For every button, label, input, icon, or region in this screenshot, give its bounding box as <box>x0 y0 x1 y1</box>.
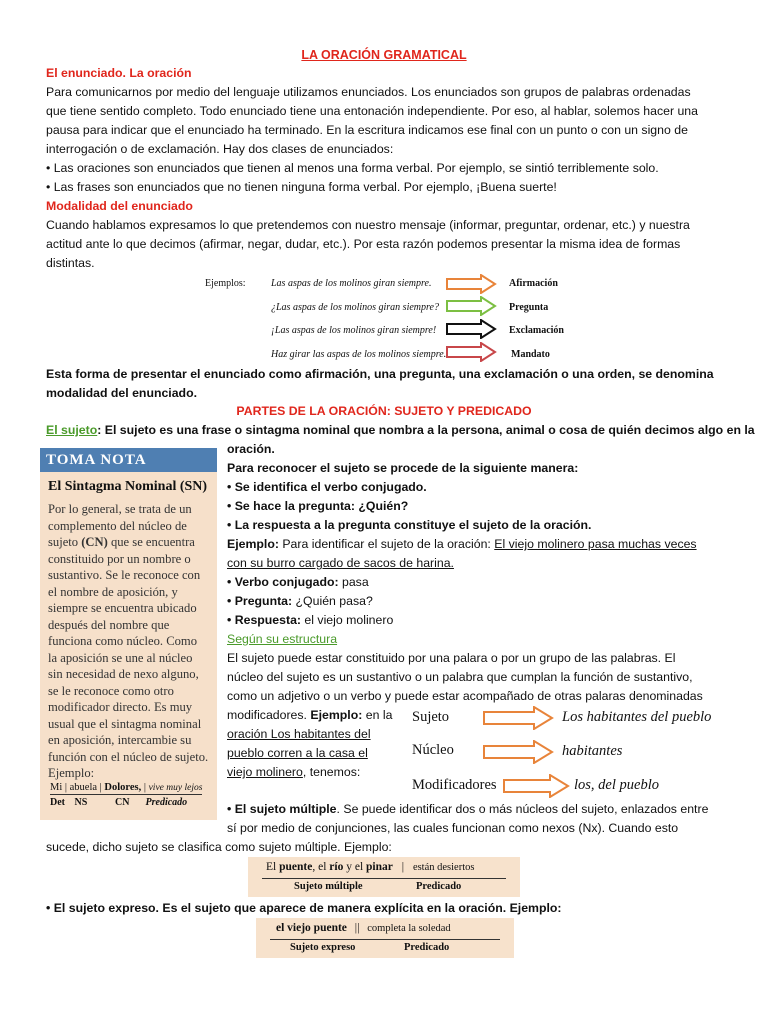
sujeto-expreso-example: el viejo puente || completa la soledad Sujeto expreso Predicado <box>256 918 514 958</box>
sujeto-steps: oración. Para reconocer el sujeto se procede de la siguiente manera: • Se identifica el verbo conjugado. • Se hace la pregunta: ¿Quién? • La respuesta a la pregunta constituye el sujeto de la oración. Ejemplo: Para identificar el sujeto de la oración: El viejo molinero pasa muchas veces con su burro cargado de sacos de harina. • Verbo conjugado: pasa • Pregunta: ¿Quién pasa? • Respuesta: el viejo molinero Según su estructura El sujeto puede estar constituido por una palara o por un grupo de las palabras. El núcleo del sujeto es un sustantivo o un palabra que cumplan la función de sustantivo, como un adjetivo o un verbo y puede estar acompañado de otras palaras denominadas modificadores. Ejemplo: en la oración Los habitantes del pueblo corren a la casa el viejo molinero, tenemos: <box>227 442 703 779</box>
sujeto-definition-text: : El sujeto es una frase o sintagma nominal que nombra a la persona, animal o cosa de quién decimos algo en la <box>97 423 755 437</box>
example-sentence: con su burro cargado de sacos de harina. <box>227 556 454 570</box>
arrow-right-icon <box>445 296 497 316</box>
arrow-right-icon <box>482 740 554 764</box>
paragraph-line: Para comunicarnos por medio del lenguaje utilizamos enunciados. Los enunciados son grupos de palabras ordenadas <box>46 85 691 99</box>
sujeto-diagram <box>410 704 730 800</box>
diagram-term: Modificadores <box>412 777 497 793</box>
paragraph-line: • El sujeto expreso. Es el sujeto que aparece de manera explícita en la oración. Ejemplo: <box>46 901 562 915</box>
paragraph-line: como un adjetivo o un verbo y puede estar acompañado de otras palaras denominadas <box>227 689 703 703</box>
example-sentence: ¿Las aspas de los molinos giran siempre? <box>271 302 439 313</box>
paragraph-line: Cuando hablamos expresamos lo que pretendemos con nuestro mensaje (informar, preguntar, ordenar, etc.) y nuestra <box>46 218 690 232</box>
modalidad-conclusion <box>46 365 714 403</box>
paragraph-line: oración. <box>227 442 275 456</box>
paragraph-line: pausa para indicar que el enunciado ha terminado. En la escritura indicamos ese final con un punto o con un signo de <box>46 123 688 137</box>
diagram-value: Los habitantes del pueblo <box>562 709 712 725</box>
arrow-right-icon <box>502 774 570 798</box>
paragraph-line: sucede, dicho sujeto se clasifica como sujeto múltiple. Ejemplo: <box>46 840 392 854</box>
sujeto-multiple: • El sujeto múltiple. Se puede identificar dos o más núcleos del sujeto, enlazados entre sí por medio de conjunciones, las cuales funcionan como nexos (Nx). Cuando esto <box>227 802 709 835</box>
example-sentence: ¡Las aspas de los molinos giran siempre! <box>271 325 437 336</box>
paragraph-line: distintas. <box>46 256 95 270</box>
toma-nota-header: TOMA NOTA <box>40 448 217 472</box>
example-modality-label: Afirmación <box>509 278 558 289</box>
bullet-item: • Las frases son enunciados que no tienen ninguna forma verbal. Por ejemplo, ¡Buena suerte! <box>46 180 557 194</box>
toma-nota-box <box>40 448 217 820</box>
sujeto-multiple-example: El puente, el río y el pinar | están desiertos Sujeto múltiple Predicado <box>248 857 520 897</box>
example-modality-label: Mandato <box>511 349 550 360</box>
paragraph-line: que tiene sentido completo. Todo enunciado tiene una entonación independiente. Por eso, al hablar, solemos hacer una <box>46 104 698 118</box>
diagram-term: Núcleo <box>412 742 454 758</box>
paragraph-line: El sujeto puede estar constituido por una palara o por un grupo de las palabras. El <box>227 651 676 665</box>
example-modality-label: Pregunta <box>509 302 549 313</box>
example-sentence: Las aspas de los molinos giran siempre. <box>271 278 432 289</box>
example-sentence: Haz girar las aspas de los molinos siempre. <box>271 349 447 360</box>
example-sentence: El viejo molinero pasa muchas veces <box>494 537 697 551</box>
sujeto-term: El sujeto <box>46 423 98 437</box>
modalidad-examples-figure <box>205 274 575 366</box>
examples-label: Ejemplos: <box>205 278 246 289</box>
paragraph-line: núcleo del sujeto es un sustantivo o un palabra que cumplan la función de sustantivo, <box>227 670 693 684</box>
example-modality-label: Exclamación <box>509 325 564 336</box>
toma-nota-title: El Sintagma Nominal (SN) <box>48 479 208 494</box>
diagram-value: habitantes <box>562 743 623 759</box>
paragraph-line: actitud ante lo que decimos (afirmar, negar, dudar, etc.). Por esta razón podemos presentar la misma idea de formas <box>46 237 681 251</box>
arrow-right-icon <box>482 706 554 730</box>
arrow-right-icon <box>445 274 497 294</box>
bullet-item: • Se hace la pregunta: ¿Quién? <box>227 499 409 513</box>
page-title: LA ORACIÓN GRAMATICAL <box>301 48 467 62</box>
toma-nota-body: Por lo general, se trata de un complemento del núcleo de sujeto (CN) que se encuentra constituido por un nombre o sustantivo. Se le reconoce con el nombre de aposición, y siempre se encuentra ubicado después del nombre que funciona como núcleo. Como la aposición se une al núcleo sin necesidad de nexo alguno, se le reconoce como otro modificador directo. Es muy usual que el sintagma nominal en aposición, intercambie su función con el núcleo de sujeto. Ejemplo: <box>48 502 209 780</box>
toma-nota-example: Mi | abuela | Dolores, | vive muy lejos Det NS CN Predicado <box>50 782 203 808</box>
sujeto-definition <box>46 421 755 440</box>
section-heading: PARTES DE LA ORACIÓN: SUJETO Y PREDICADO <box>236 404 532 418</box>
arrow-right-icon <box>445 342 497 362</box>
paragraph-line: Para reconocer el sujeto se procede de la siguiente manera: <box>227 461 579 475</box>
bullet-item: • Se identifica el verbo conjugado. <box>227 480 427 494</box>
paragraph-line: Esta forma de presentar el enunciado como afirmación, una pregunta, una exclamación o una orden, se denomina <box>46 367 714 381</box>
arrow-right-icon <box>445 319 497 339</box>
paragraph-line: modalidad del enunciado. <box>46 386 197 400</box>
paragraph-line: interrogación o de exclamación. Hay dos clases de enunciados: <box>46 142 394 156</box>
subsection-heading: Según su estructura <box>227 632 338 646</box>
section-heading: El enunciado. La oración <box>46 66 192 80</box>
diagram-term: Sujeto <box>412 709 450 725</box>
bullet-item: • La respuesta a la pregunta constituye el sujeto de la oración. <box>227 518 592 532</box>
section-heading: Modalidad del enunciado <box>46 199 193 213</box>
diagram-value: los, del pueblo <box>574 777 659 793</box>
bullet-item: • Las oraciones son enunciados que tienen al menos una forma verbal. Por ejemplo, se sintió terriblemente solo. <box>46 161 659 175</box>
section-enunciado <box>46 64 698 273</box>
